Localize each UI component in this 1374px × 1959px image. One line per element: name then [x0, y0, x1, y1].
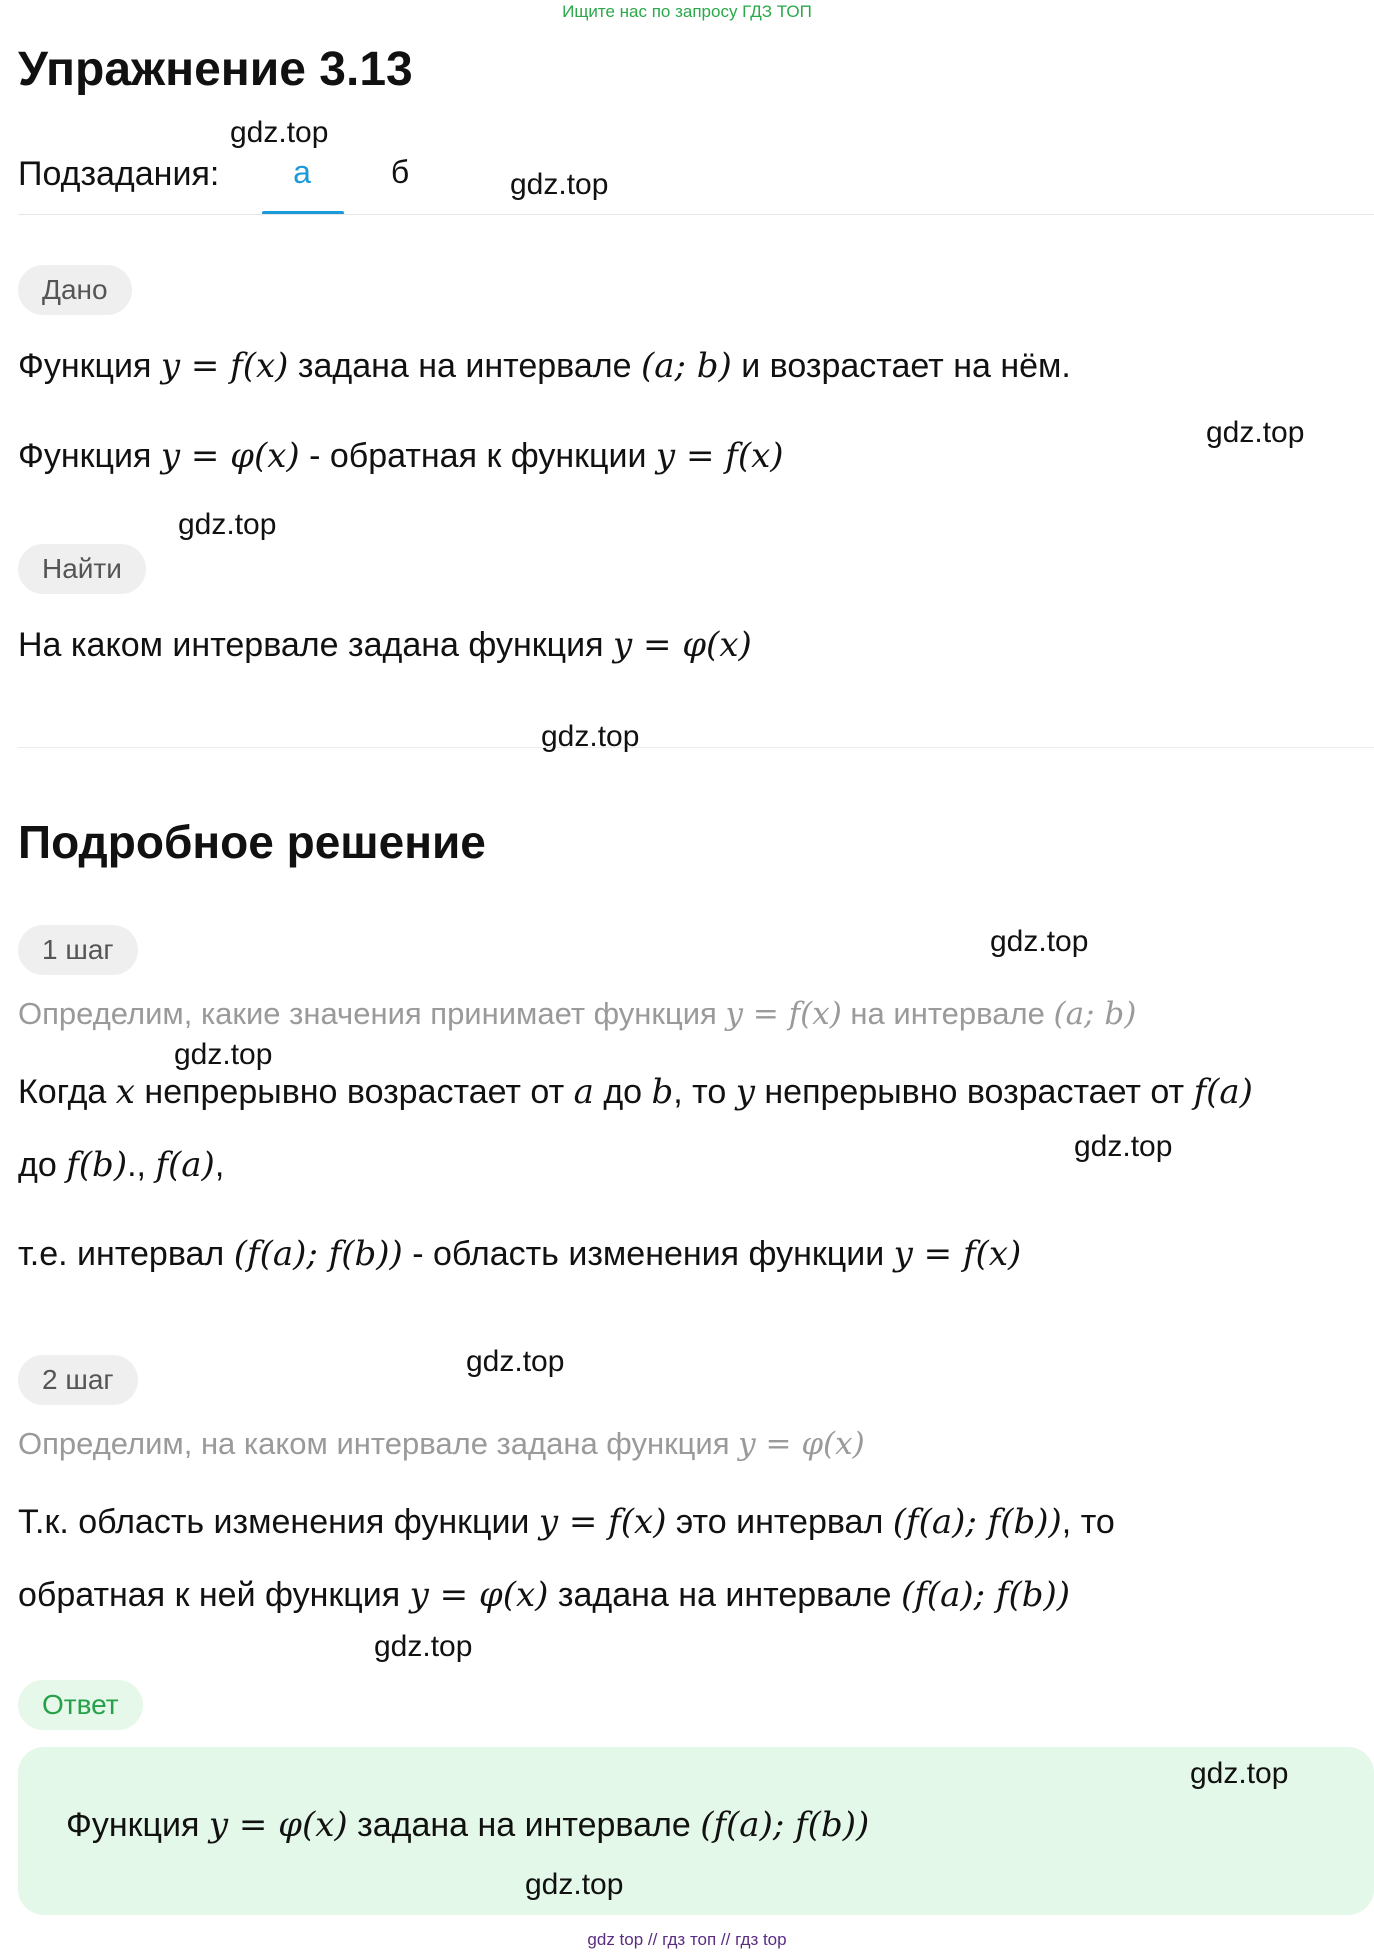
given-line-1: Функция y = f(x) задана на интервале (a; b) и возрастает на нём. [18, 346, 1071, 386]
search-hint-banner: Ищите нас по запросу ГДЗ ТОП [562, 2, 812, 21]
tab-subtask-a[interactable]: а [293, 154, 311, 190]
step-1-hint: Определим, какие значения принимает функция y = f(x) на интервале (a; b) [18, 996, 1137, 1032]
find-line: На каком интервале задана функция y = φ(x) [18, 625, 752, 665]
step-1-line-3: т.е. интервал (f(a); f(b)) - область изменения функции y = f(x) [18, 1234, 1022, 1274]
find-badge: Найти [18, 544, 146, 594]
answer-text: Функция y = φ(x) задана на интервале (f(a); f(b)) [66, 1805, 870, 1845]
watermark: gdz.top [1190, 1757, 1289, 1790]
step-1-line-2: до f(b)., f(a), [18, 1145, 225, 1185]
watermark: gdz.top [990, 925, 1089, 958]
subtasks-label: Подзадания: [18, 155, 220, 193]
watermark: gdz.top [230, 116, 329, 149]
section-divider [18, 747, 1374, 748]
step-1-line-1: Когда x непрерывно возрастает от a до b, то y непрерывно возрастает от f(a) [18, 1072, 1253, 1112]
given-badge: Дано [18, 265, 132, 315]
solution-title: Подробное решение [18, 816, 486, 868]
watermark: gdz.top [174, 1038, 273, 1071]
answer-badge: Ответ [18, 1680, 143, 1730]
step-2-line-1: Т.к. область изменения функции y = f(x) это интервал (f(a); f(b)), то [18, 1502, 1115, 1542]
step-1-badge: 1 шаг [18, 925, 138, 975]
watermark: gdz.top [1206, 416, 1305, 449]
tab-subtask-b[interactable]: б [390, 154, 410, 190]
given-line-2: Функция y = φ(x) - обратная к функции y = f(x) [18, 436, 784, 476]
watermark: gdz.top [178, 508, 277, 541]
step-2-line-2: обратная к ней функция y = φ(x) задана на интервале (f(a); f(b)) [18, 1575, 1071, 1615]
step-2-hint: Определим, на каком интервале задана функция y = φ(x) [18, 1426, 865, 1462]
watermark: gdz.top [374, 1630, 473, 1663]
tabs-divider [18, 214, 1374, 215]
watermark: gdz.top [466, 1345, 565, 1378]
watermark: gdz.top [525, 1868, 624, 1901]
step-2-badge: 2 шаг [18, 1355, 138, 1405]
watermark: gdz.top [510, 168, 609, 201]
page-title: Упражнение 3.13 [18, 43, 413, 96]
footer-text: gdz top // гдз топ // гдз top [587, 1930, 787, 1949]
watermark: gdz.top [541, 720, 640, 753]
watermark: gdz.top [1074, 1130, 1173, 1163]
